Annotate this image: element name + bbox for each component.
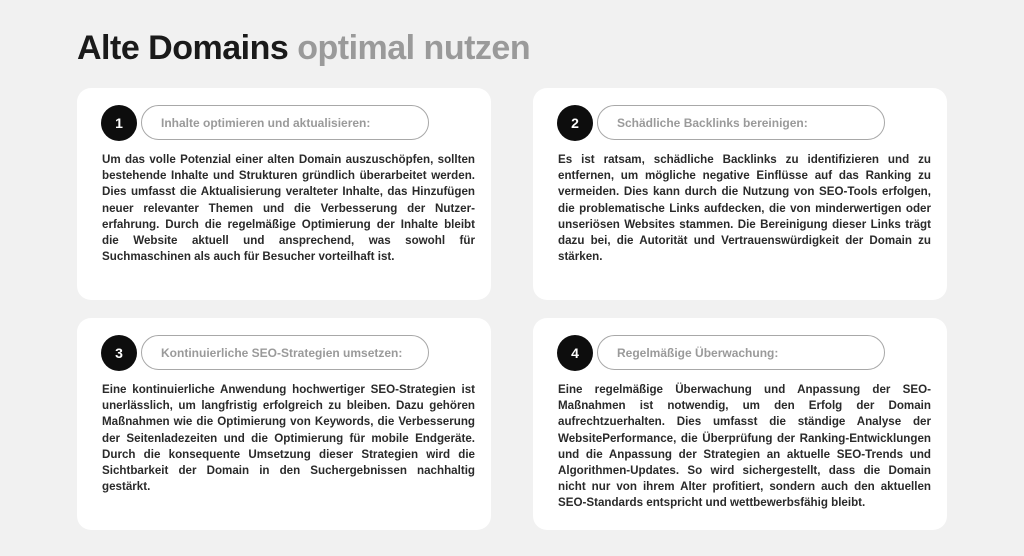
card-text: Es ist ratsam, schädliche Backlinks zu identifizieren und zu entfernen, um mögliche negative Einflüsse auf das Ranking zu vermeiden. Dies kann durch die Nutzung von SEO-Tools erfolgen, die problematische Links aufdecken, die von minderwertigen oder unseriösen Websites stammen. Die Bereinigung dieser Links trägt dazu bei, die Autorität und Vertrauenswürdigkeit der Domain zu stärken. (558, 153, 931, 264)
card-text: Um das volle Potenzial einer alten Domain auszuschöpfen, sollten bestehende Inhalte und Strukturen gründlich überarbeitet werden. Dies umfasst die Aktualisierung veralteter Inhalte, das Hinzufügen neuer relevanter Themen und die Verbesserung der Nutzererfahrung. Durch die regelmäßige Optimierung der Inhalte bleibt die Website aktuell und ansprechend, was sowohl für Suchmaschinen als auch für Besucher vorteilhaft ist. (102, 153, 475, 264)
card-heading: Regelmäßige Überwachung: (597, 335, 885, 370)
step-number-badge: 1 (101, 105, 137, 141)
card-heading: Inhalte optimieren und aktualisieren: (141, 105, 429, 140)
card-content-optimization (77, 88, 491, 300)
step-number-badge: 2 (557, 105, 593, 141)
step-number-badge: 3 (101, 335, 137, 371)
card-heading: Schädliche Backlinks bereinigen: (597, 105, 885, 140)
card-seo-strategies (77, 318, 491, 530)
title-secondary: optimal nutzen (297, 29, 531, 67)
card-monitoring (533, 318, 947, 530)
page-title (77, 28, 530, 68)
card-backlinks (533, 88, 947, 300)
title-primary: Alte Domains (77, 29, 289, 67)
card-text: Eine kontinuierliche Anwendung hochwertiger SEO-Strategien ist unerlässlich, um langfristig erfolgreich zu bleiben. Dazu gehören Maßnahmen wie die Optimierung von Keywords, die Verbesserung der Seitenladezeiten und die Optimierung für mobile Endgeräte. Durch die konsequente Umsetzung dieser Strategien wird die Sichtbarkeit der Domain in den Suchergebnissen nachhaltig gestärkt. (102, 383, 475, 494)
card-heading: Kontinuierliche SEO-Strategien umsetzen: (141, 335, 429, 370)
step-number-badge: 4 (557, 335, 593, 371)
card-text: Eine regelmäßige Überwachung und Anpassung der SEO-Maßnahmen ist notwendig, um den Erfolg der Domain aufrechtzuerhalten. Dies umfasst die ständige Analyse der WebsitePerformance, die Überprüfung der Ranking-Entwicklungen und die Anpassung der Strategien an aktuelle SEO-Trends und Algorithmen-Updates. So wird sichergestellt, dass die Domain nicht nur von ihrem Alter profitiert, sondern auch den aktuellen SEO-Standards entspricht und wettbewerbsfähig bleibt. (558, 383, 931, 510)
